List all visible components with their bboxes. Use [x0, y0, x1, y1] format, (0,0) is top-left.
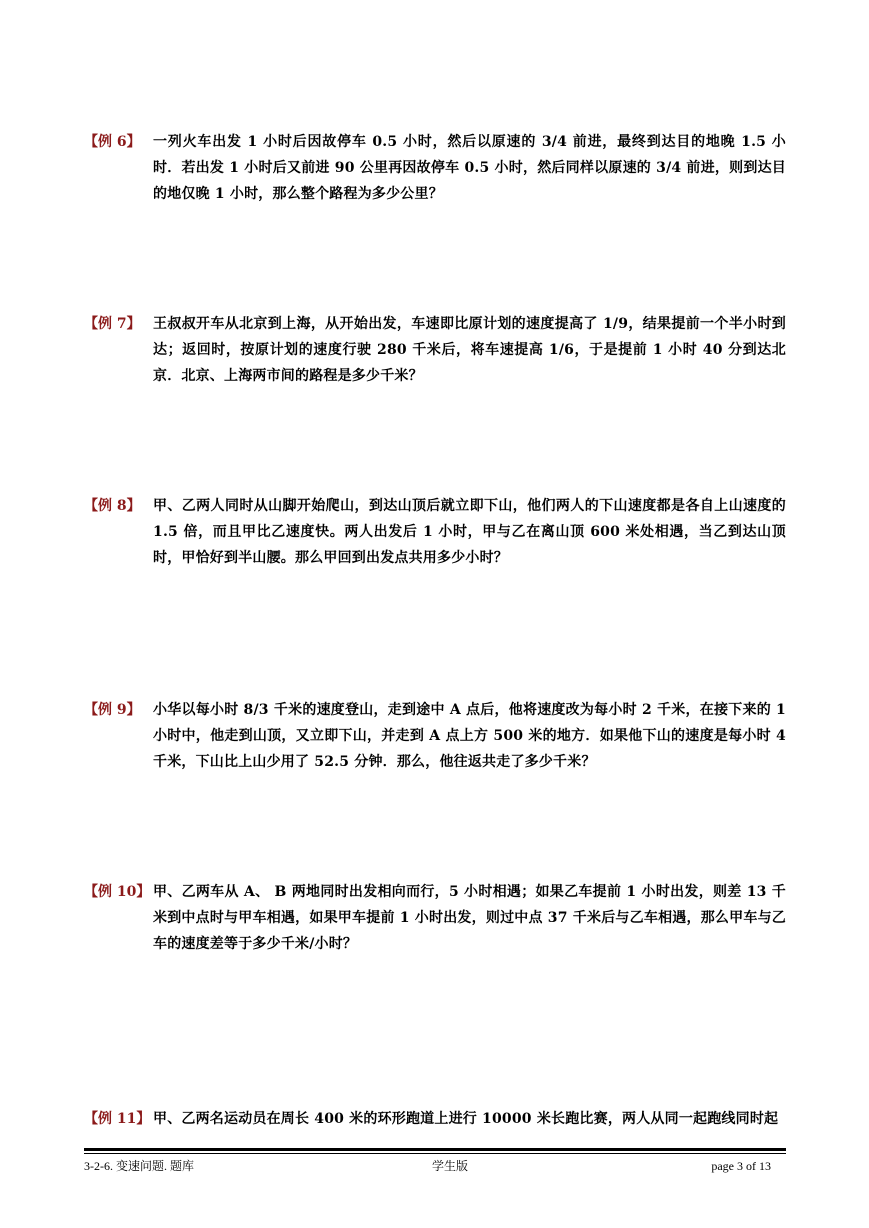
problem-text: 甲、乙两车从 A、 B 两地同时出发相向而行，5 小时相遇；如果乙车提前 1 小时出发，则差 13 千米到中点时与甲车相遇，如果甲车提前 1 小时出发，则过中点 37 千米后与乙车相遇，那么甲车与乙车的速度差等于多少千米/小时？ — [153, 884, 786, 952]
problem-10 — [84, 879, 786, 957]
problem-text: 甲、乙两名运动员在周长 400 米的环形跑道上进行 10000 米长跑比赛，两人从同一起跑线同时起 — [153, 1111, 779, 1127]
problem-text: 小华以每小时 8/3 千米的速度登山，走到途中 A 点后，他将速度改为每小时 2 千米，在接下来的 1 小时中，他走到山顶，又立即下山，并走到 A 点上方 500 米的地方．如果他下山的速度是每小时 4 千米，下山比上山少用了 52.5 分钟．那么，他往返共走了多少千米？ — [153, 702, 786, 770]
problem-9 — [84, 697, 786, 775]
problem-11 — [84, 1106, 786, 1132]
problem-7 — [84, 311, 786, 389]
footer-edition: 学生版 — [431, 1159, 468, 1173]
problem-label: 【例 9】 — [84, 702, 141, 718]
footer-rule-thin — [84, 1153, 786, 1154]
problem-6 — [84, 129, 786, 207]
problem-label: 【例 6】 — [84, 134, 141, 150]
problem-label: 【例 7】 — [84, 316, 141, 332]
problem-text: 一列火车出发 1 小时后因故停车 0.5 小时，然后以原速的 3/4 前进，最终到达目的地晚 1.5 小时．若出发 1 小时后又前进 90 公里再因故停车 0.5 小时，然后同样以原速的 3/4 前进，则到达目的地仅晚 1 小时，那么整个路程为多少公里？ — [153, 134, 786, 202]
footer-doc-id: 3-2-6. 变速问题. 题库 — [84, 1159, 194, 1173]
problem-label: 【例 8】 — [84, 498, 141, 514]
problem-text: 王叔叔开车从北京到上海，从开始出发，车速即比原计划的速度提高了 1/9，结果提前一个半小时到达；返回时，按原计划的速度行驶 280 千米后，将车速提高 1/6，于是提前 1 小时 40 分到达北京．北京、上海两市间的路程是多少千米？ — [153, 316, 786, 384]
problem-text: 甲、乙两人同时从山脚开始爬山，到达山顶后就立即下山，他们两人的下山速度都是各自上山速度的 1.5 倍，而且甲比乙速度快。两人出发后 1 小时，甲与乙在离山顶 600 米处相遇，当乙到达山顶时，甲恰好到半山腰。那么甲回到出发点共用多少小时？ — [153, 498, 786, 566]
problem-label: 【例 11】 — [84, 1111, 151, 1127]
problem-8 — [84, 493, 786, 571]
problem-label: 【例 10】 — [84, 884, 151, 900]
footer-rule — [84, 1148, 786, 1151]
footer-page-number: page 3 of 13 — [711, 1159, 771, 1173]
